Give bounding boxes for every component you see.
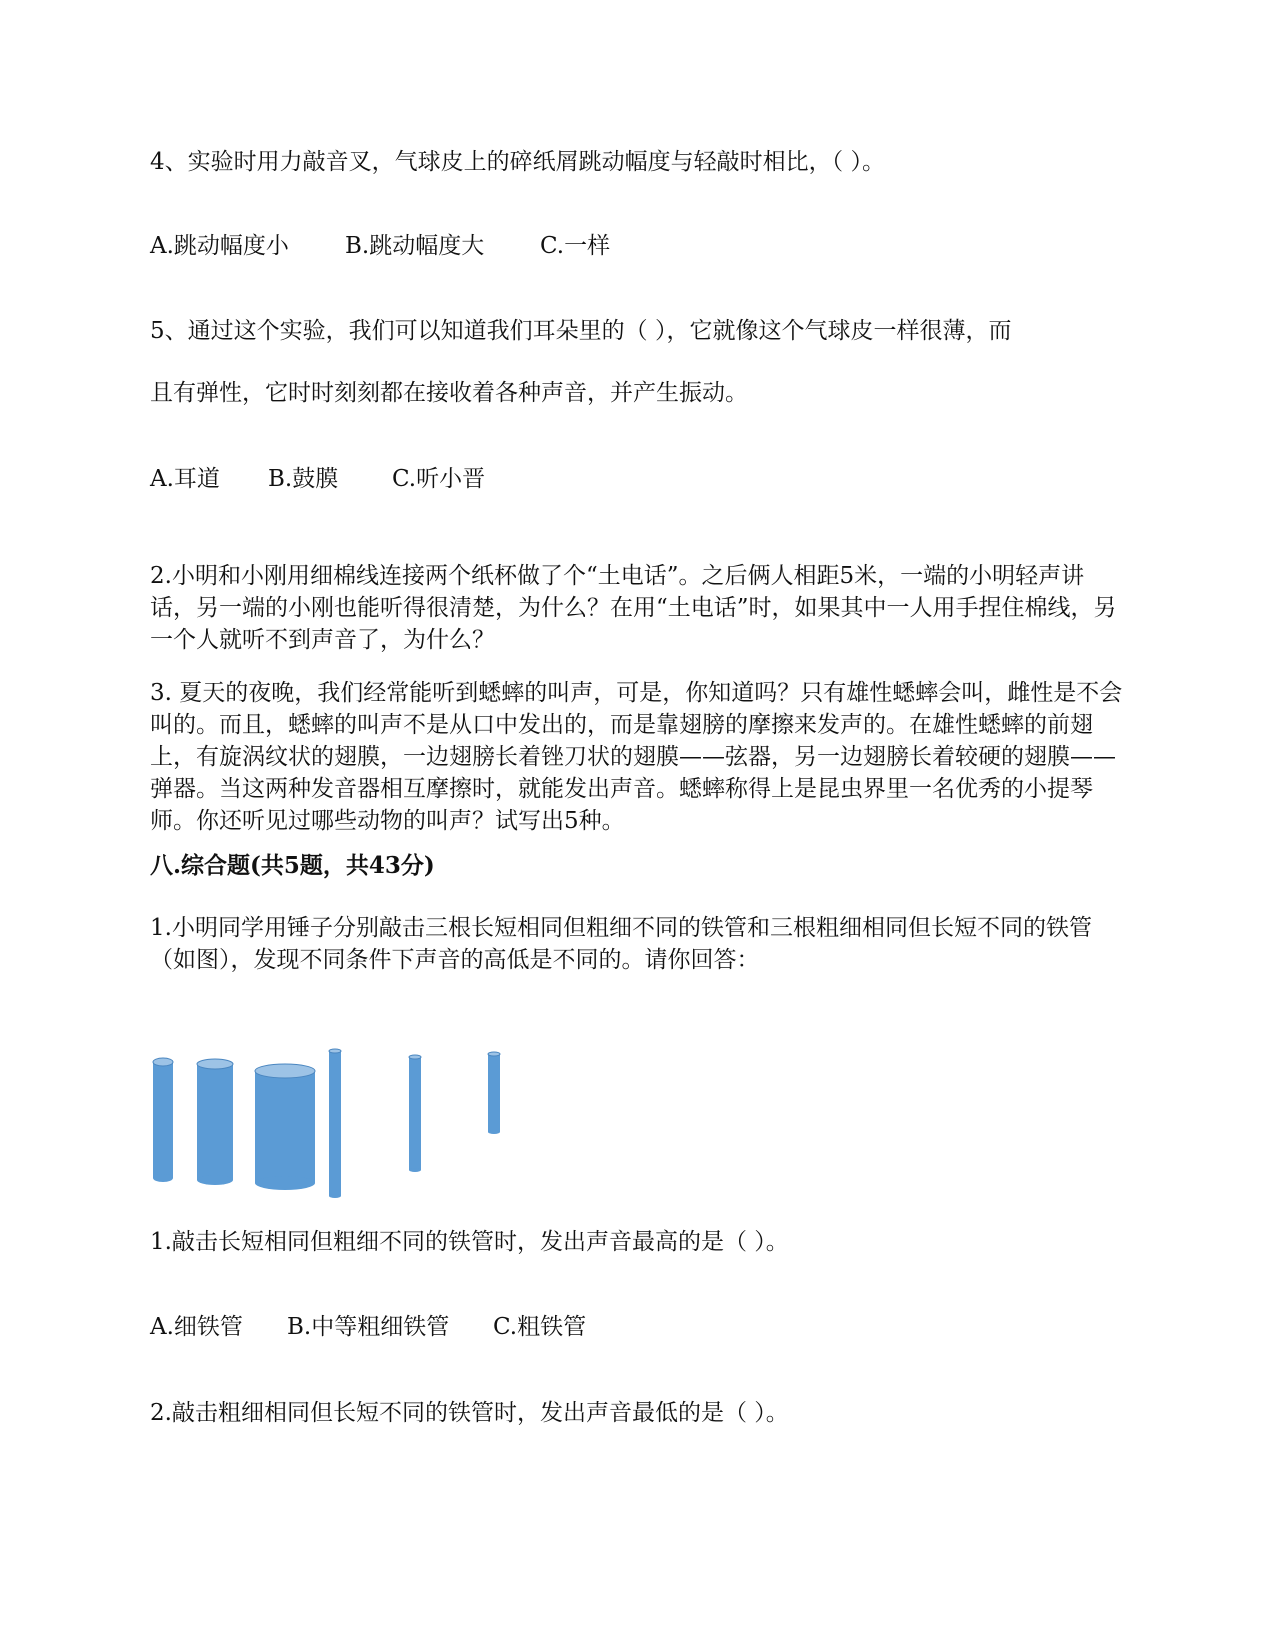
question-5-stem-line1: 5、通过这个实验，我们可以知道我们耳朵里的（ ），它就像这个气球皮一样很薄，而 — [150, 318, 1012, 344]
medium-pipe — [197, 1059, 233, 1185]
option-a: A.跳动幅度小 — [150, 233, 289, 259]
short-answer-question-2: 2.小明和小刚用细棉线连接两个纸杯做了个“土电话”。之后俩人相距5米，一端的小明轻声讲话，另一端的小刚也能听得很清楚，为什么？在用“土电话”时，如果其中一人用手捏住棉线，另一个人就听不到声音了，为什么？ — [150, 563, 1117, 653]
question-4-options — [150, 230, 610, 262]
sub-question-2-stem: 2.敲击粗细相同但长短不同的铁管时，发出声音最低的是（ ）。 — [150, 1400, 789, 1426]
long-pipe — [329, 1049, 341, 1198]
thick-pipe — [255, 1064, 315, 1190]
option-c: C.粗铁管 — [493, 1314, 587, 1340]
option-a: A.细铁管 — [150, 1314, 243, 1340]
option-b: B.中等粗细铁管 — [287, 1314, 450, 1340]
sub-question-1-options — [150, 1311, 586, 1343]
option-c: C.听小晋 — [392, 466, 486, 492]
question-4-stem: 4、实验时用力敲音叉，气球皮上的碎纸屑跳动幅度与轻敲时相比，（ ）。 — [150, 149, 885, 175]
thin-pipe — [153, 1058, 173, 1182]
question-5-stem-line2: 且有弹性，它时时刻刻都在接收着各种声音，并产生振动。 — [150, 380, 748, 406]
short-pipe — [488, 1052, 500, 1134]
iron-pipes-figure — [150, 1045, 570, 1230]
sub-question-1-stem: 1.敲击长短相同但粗细不同的铁管时，发出声音最高的是（ ）。 — [150, 1229, 789, 1255]
option-b: B.跳动幅度大 — [345, 233, 485, 259]
option-b: B.鼓膜 — [268, 466, 339, 492]
question-5-options — [150, 463, 485, 495]
middle-length-pipe — [409, 1055, 421, 1172]
option-c: C.一样 — [540, 233, 611, 259]
option-a: A.耳道 — [150, 466, 220, 492]
section-heading: 八.综合题(共5题，共43分) — [150, 852, 435, 879]
comprehensive-question-1-intro: 1.小明同学用锤子分别敲击三根长短相同但粗细不同的铁管和三根粗细相同但长短不同的铁管（如图），发现不同条件下声音的高低是不同的。请你回答： — [150, 915, 1092, 973]
short-answer-question-3: 3. 夏天的夜晚，我们经常能听到蟋蟀的叫声，可是，你知道吗？只有雄性蟋蟀会叫，雌性是不会叫的。而且，蟋蟀的叫声不是从口中发出的，而是靠翅膀的摩擦来发声的。在雄性蟋蟀的前翅上，有旋涡纹状的翅膜，一边翅膀长着锉刀状的翅膜——弦器，另一边翅膀长着较硬的翅膜——弹器。当这两种发音器相互摩擦时，就能发出声音。蟋蟀称得上是昆虫界里一名优秀的小提琴师。你还听见过哪些动物的叫声？试写出5种。 — [150, 680, 1123, 834]
